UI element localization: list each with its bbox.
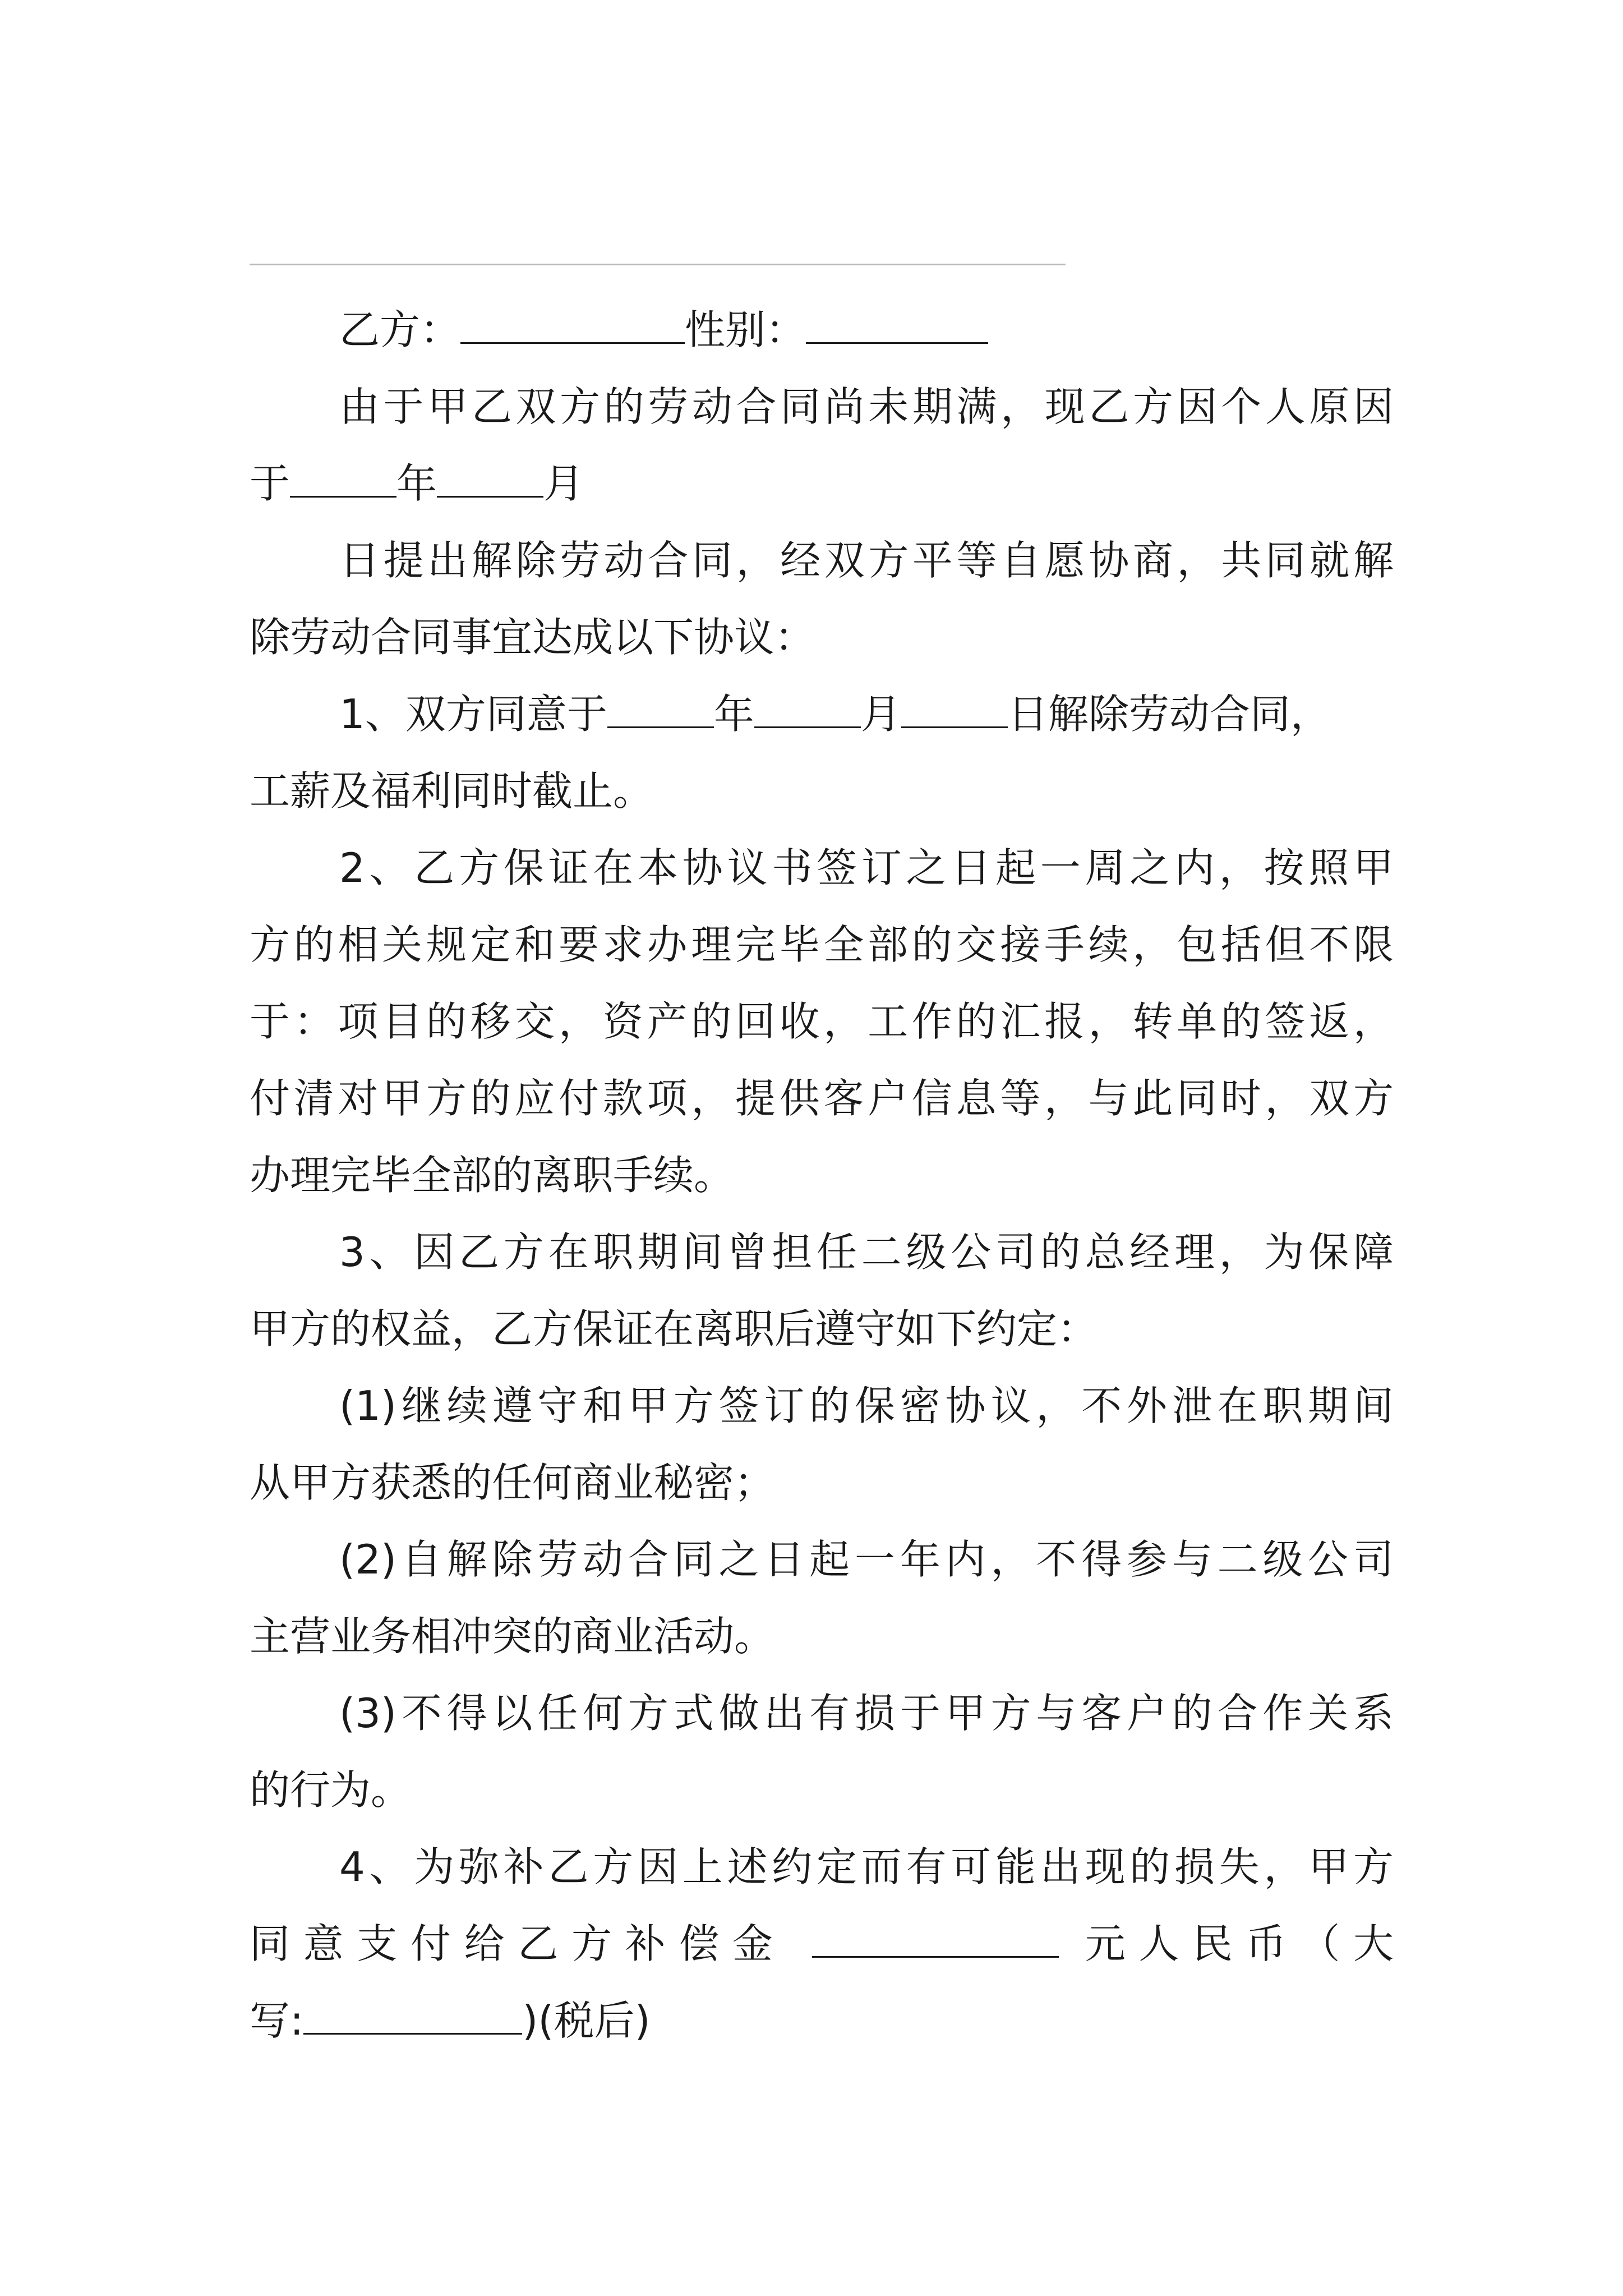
year-blank [290, 463, 396, 498]
compensation-suffix: 元人民币（大 [1085, 1920, 1394, 1967]
party-b-line [250, 292, 1394, 369]
month-label: 月 [860, 691, 901, 738]
date-prefix: 于 [250, 460, 291, 507]
paragraph-line: 从甲方获悉的任何商业秘密； [250, 1459, 775, 1506]
document-body [250, 292, 1394, 2059]
paragraph-line: 日提出解除劳动合同，经双方平等自愿协商，共同就解 [339, 537, 1394, 584]
party-b-blank [460, 310, 685, 344]
party-b-label: 乙方： [339, 306, 461, 353]
clause-1-suffix: 日解除劳动合同， [1007, 691, 1331, 738]
day-blank [901, 694, 1008, 728]
month-label: 月 [543, 460, 584, 507]
year-label: 年 [713, 691, 754, 738]
paragraph-line: (2)自解除劳动合同之日起一年内，不得参与二级公司 [339, 1536, 1394, 1583]
paragraph-line: 除劳动合同事宜达成以下协议： [250, 614, 815, 661]
paragraph-line: 甲方的权益，乙方保证在离职后遵守如下约定： [250, 1305, 1098, 1352]
paragraph-line: 2、乙方保证在本协议书签订之日起一周之内，按照甲 [339, 844, 1394, 891]
clause-1-prefix: 1、双方同意于 [339, 691, 607, 738]
uppercase-amount-blank [303, 2000, 522, 2035]
paragraph-line: 的行为。 [250, 1766, 412, 1814]
paragraph-line: 办理完毕全部的离职手续。 [250, 1152, 735, 1199]
paragraph-line: 主营业务相冲突的商业活动。 [250, 1613, 775, 1660]
clause-1-line [250, 676, 1394, 753]
compensation-line [250, 1906, 1394, 1982]
after-tax-label: )(税后) [522, 1997, 651, 2044]
uppercase-label: 写: [250, 1997, 304, 2044]
gender-blank [806, 310, 988, 344]
paragraph-line: 于：项目的移交，资产的回收，工作的汇报，转单的签返， [250, 998, 1394, 1045]
paragraph-line: 付清对甲方的应付款项，提供客户信息等，与此同时，双方 [250, 1075, 1394, 1122]
compensation-amount-blank [812, 1924, 1059, 1958]
date-line [250, 445, 1394, 522]
paragraph-line: (3)不得以任何方式做出有损于甲方与客户的合作关系 [339, 1690, 1394, 1737]
paragraph-line: 由于甲乙双方的劳动合同尚未期满，现乙方因个人原因 [339, 383, 1394, 430]
gender-label: 性别： [685, 306, 806, 353]
compensation-prefix: 同意支付给乙方补偿金 [250, 1920, 786, 1967]
year-blank [607, 694, 714, 728]
year-label: 年 [396, 460, 437, 507]
paragraph-line: (1)继续遵守和甲方签订的保密协议，不外泄在职期间 [339, 1382, 1394, 1429]
month-blank [437, 463, 543, 498]
paragraph-line: 方的相关规定和要求办理完毕全部的交接手续，包括但不限 [250, 921, 1394, 968]
paragraph-line: 4、为弥补乙方因上述约定而有可能出现的损失，甲方 [339, 1843, 1394, 1890]
uppercase-amount-line [250, 1982, 1394, 2059]
month-blank [754, 694, 861, 728]
paragraph-line: 工薪及福利同时截止。 [250, 767, 654, 815]
paragraph-line: 3、因乙方在职期间曾担任二级公司的总经理，为保障 [339, 1228, 1394, 1276]
header-rule [250, 264, 1066, 265]
